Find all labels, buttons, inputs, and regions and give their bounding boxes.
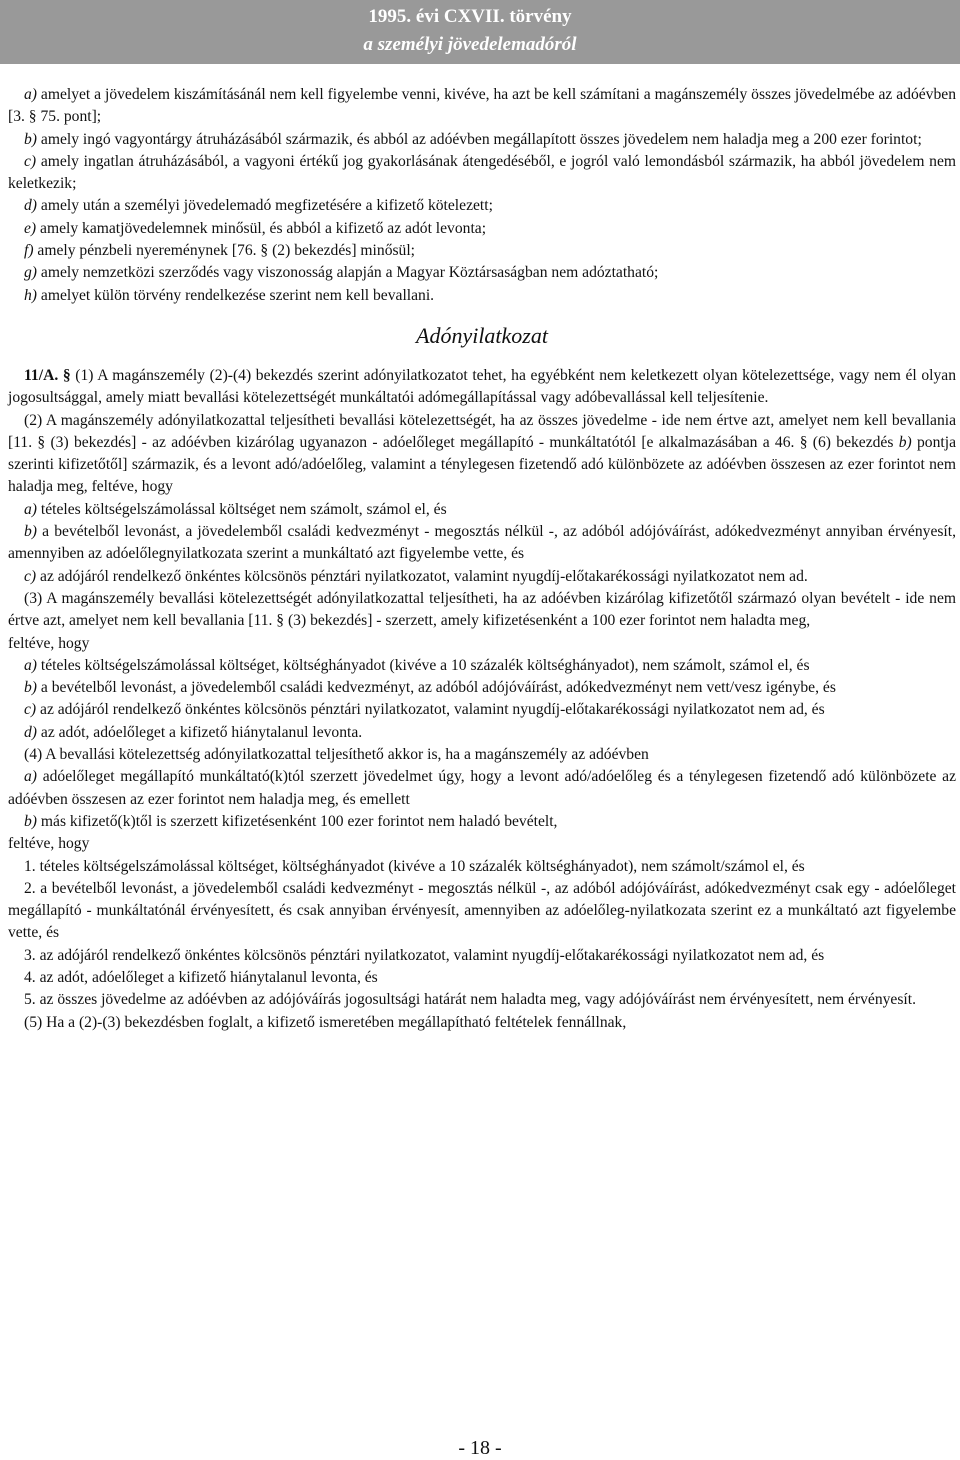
page-number: - 18 - (458, 1437, 502, 1459)
paragraph: (5) Ha a (2)-(3) bekezdésben foglalt, a kifizető ismeretében megállapítható feltételek fennállnak, (24, 1013, 627, 1031)
list-item: a) tételes költségelszámolással költséget, költséghányadot (kivéve a 10 százalék költséghányadot), nem számolt, számol el, és (24, 656, 810, 674)
header-law-subtitle: a személyi jövedelemadóról (363, 34, 577, 55)
list-item: 1. tételes költségelszámolással költséget, költséghányadot (kivéve a 10 százalék költséghányadot), nem számolt/számol el, és (24, 857, 805, 875)
document-body (8, 84, 956, 1034)
paragraph: feltéve, hogy (8, 634, 90, 652)
list-item: b) amely ingó vagyontárgy átruházásából származik, és abból az adóévben megállapított összes jövedelem nem haladja meg a 200 ezer forintot; (24, 130, 922, 148)
list-item: d) az adót, adóelőleget a kifizető hiánytalanul levonta. (24, 723, 363, 741)
list-item: c) az adójáról rendelkező önkéntes kölcsönös pénztári nyilatkozatot, valamint nyugdíj-előtakarékossági nyilatkozatot nem ad, és (24, 701, 825, 719)
paragraph: 11/A. § (1) A magánszemély (2)-(4) bekezdés szerint adónyilatkozatot tehet, ha egyébként nem keletkezett olyan kötelezettsége, vagy nem él olyan jogosultsággal, amely miatt bevallási kötelezettségét munkáltatói adómegállapítással vagy adóbevallással kell teljesítenie. (8, 366, 957, 407)
list-item: 2. a bevételből levonást, a jövedelemből családi kedvezményt - megosztás nélkül -, az adóból adójóváírást, adókedvezményt csak egy - adóelőleget megállapító - munkáltatónál érvényesített, és csak annyiban érvényesít, amennyiben az adóelőleg-nyilatkozata szerint ez a munkáltató azt figyelembe vette, és (8, 879, 956, 942)
list-item: a) amelyet a jövedelem kiszámításánál nem kell figyelembe venni, kivéve, ha azt be kell számítani a magánszemély összes jövedelmébe az adóévben [3. § 75. pont]; (8, 86, 956, 126)
page-header (0, 0, 960, 64)
list-item: b) a bevételből levonást, a jövedelemből családi kedvezményt, az adóból adójóváírást, adókedvezményt nem vett/vesz igénybe, és (24, 679, 836, 697)
section-title: Adónyilatkozat (416, 322, 548, 348)
paragraph: (3) A magánszemély bevallási kötelezettségét adónyilatkozattal teljesítheti, ha az adóévben kizárólag kifizetőtől származó olyan bevételt - ide nem értve azt, amelyet nem kell bevallania [11. § (3) bekezdés] - szerzett, amely kifizetésenként a 100 ezer forintot nem haladta meg, (8, 589, 956, 630)
section-number: 11/A. § (24, 366, 71, 384)
header-law-title: 1995. évi CXVII. törvény (368, 6, 572, 27)
list-item: b) a bevételből levonást, a jövedelemből családi kedvezményt - megosztás nélkül -, az adóból adójóváírást, adókedvezményt annyiban érvényesít, amennyiben az adóelőlegnyilatkozata szerint a munkáltató azt figyelembe vette, és (8, 523, 956, 563)
list-item: 4. az adót, adóelőleget a kifizető hiánytalanul levonta, és (24, 968, 378, 986)
list-item: 5. az összes jövedelme az adóévben az adójóváírás jogosultsági határát nem haladta meg, vagy adójóváírást nem érvényesített, nem érvényesít. (24, 991, 916, 1009)
list-item: h) amelyet külön törvény rendelkezése szerint nem kell bevallani. (24, 286, 435, 304)
list-item: b) más kifizető(k)től is szerzett kifizetésenként 100 ezer forintot nem haladó bevételt, (24, 812, 558, 830)
list-item: d) amely után a személyi jövedelemadó megfizetésére a kifizető kötelezett; (24, 197, 493, 215)
list-item: g) amely nemzetközi szerződés vagy viszonosság alapján a Magyar Köztársaságban nem adóztatható; (24, 264, 659, 282)
list-item: a) adóelőleget megállapító munkáltató(k)tól szerzett jövedelmet úgy, hogy a levont adó/adóelőleg és a ténylegesen fizetendő adó különbözete az adóévben összesen az ezer forintot nem haladja meg, és emellett (8, 768, 956, 808)
paragraph: feltéve, hogy (8, 835, 90, 853)
list-item: a) tételes költségelszámolással költséget nem számolt, számol el, és (24, 500, 447, 518)
list-item: f) amely pénzbeli nyereménynek [76. § (2) bekezdés] minősül; (24, 242, 416, 260)
list-item: 3. az adójáról rendelkező önkéntes kölcsönös pénztári nyilatkozatot, valamint nyugdíj-előtakarékossági nyilatkozatot nem ad, és (24, 946, 825, 964)
list-item: e) amely kamatjövedelemnek minősül, és abból a kifizető az adót levonta; (24, 219, 487, 237)
paragraph: (2) A magánszemély adónyilatkozattal teljesítheti bevallási kötelezettségét, ha az összes jövedelme - ide nem értve azt, amelyet nem kell bevallania [11. § (3) bekezdés] - az adóévben kizárólag ugyanazon - adóelőleget megállapító - munkáltatótól [e alkalmazásában a 46. § (6) bekezdés b) pontja szerinti kifizetőtől] származik, és a levont adó/adóelőleg, valamint a ténylegesen fizetendő adó különbözete az adóévben összesen az ezer forintot nem haladja meg, feltéve, hogy (8, 411, 956, 496)
list-item: c) amely ingatlan átruházásából, a vagyoni értékű jog gyakorlásának átengedéséből, e jogról való lemondásból származik, ha abból jövedelem nem keletkezik; (8, 152, 956, 193)
paragraph: (4) A bevallási kötelezettség adónyilatkozattal teljesíthető akkor is, ha a magánszemély az adóévben (24, 746, 649, 764)
list-item: c) az adójáról rendelkező önkéntes kölcsönös pénztári nyilatkozatot, valamint nyugdíj-előtakarékossági nyilatkozatot nem ad. (24, 567, 808, 585)
